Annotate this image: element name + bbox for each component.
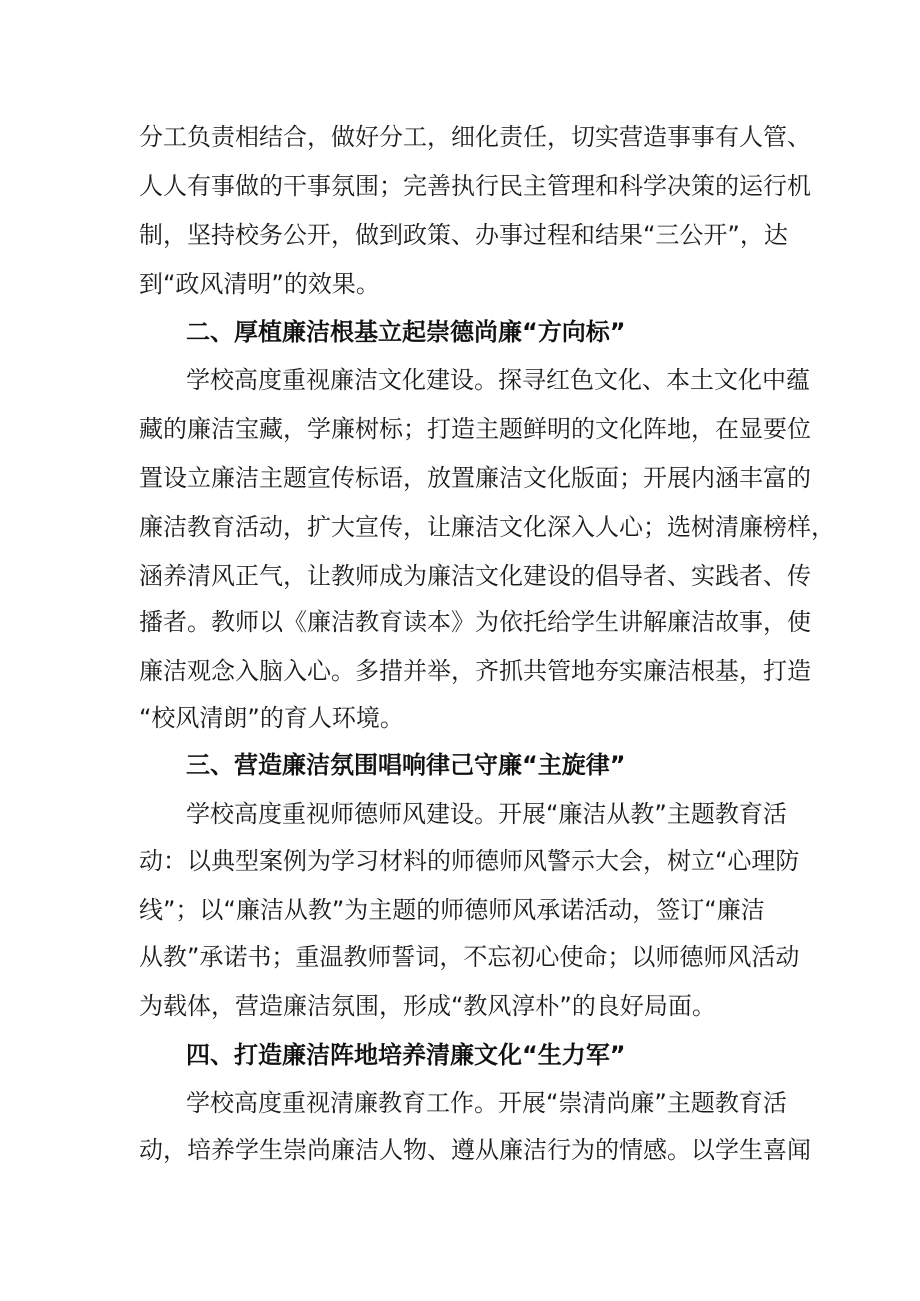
body-text-line: 从教”承诺书；重温教师誓词，不忘初心使命；以师德师风活动 (139, 943, 800, 971)
body-text-line: 涵养清风正气，让教师成为廉洁文化建设的倡导者、实践者、传 (139, 562, 811, 590)
body-text-line: 播者。教师以《廉洁教育读本》为依托给学生讲解廉洁故事，使 (139, 608, 811, 636)
body-text-line: 置设立廉洁主题宣传标语，放置廉洁文化版面；开展内涵丰富的 (139, 464, 811, 492)
body-text-line: “校风清朗”的育人环境。 (139, 704, 404, 732)
section-heading: 二、厚植廉洁根基立起崇德尚廉“方向标” (186, 318, 626, 346)
section-heading: 四、打造廉洁阵地培养清廉文化“生力军” (186, 1041, 626, 1069)
body-text-line: 廉洁教育活动，扩大宣传，让廉洁文化深入人心；选树清廉榜样， (139, 513, 835, 541)
body-text-line: 到“政风清明”的效果。 (139, 270, 380, 298)
body-text-line: 动：以典型案例为学习材料的师德师风警示大会，树立“心理防 (139, 847, 800, 875)
body-text-line: 制，坚持校务公开，做到政策、办事过程和结果“三公开”，达 (139, 221, 788, 249)
body-text-line: 廉洁观念入脑入心。多措并举，齐抓共管地夯实廉洁根基，打造 (139, 657, 811, 685)
body-text-line: 人人有事做的干事氛围；完善执行民主管理和科学决策的运行机 (139, 172, 811, 200)
body-text-line: 学校高度重视师德师风建设。开展“廉洁从教”主题教育活 (186, 800, 787, 828)
body-text-line: 线”；以“廉洁从教”为主题的师德师风承诺活动，签订“廉洁 (139, 896, 765, 924)
body-text-line: 动，培养学生崇尚廉洁人物、遵从廉洁行为的情感。以学生喜闻 (139, 1136, 811, 1164)
body-text-line: 学校高度重视清廉教育工作。开展“崇清尚廉”主题教育活 (186, 1089, 787, 1117)
body-text-line: 分工负责相结合，做好分工，细化责任，切实营造事事有人管、 (139, 123, 811, 151)
body-text-line: 为载体，营造廉洁氛围，形成“教风淳朴”的良好局面。 (139, 992, 716, 1020)
body-text-line: 藏的廉洁宝藏，学廉树标；打造主题鲜明的文化阵地，在显要位 (139, 415, 811, 443)
section-heading: 三、营造廉洁氛围唱响律己守廉“主旋律” (186, 751, 626, 779)
body-text-line: 学校高度重视廉洁文化建设。探寻红色文化、本土文化中蕴 (186, 366, 810, 394)
